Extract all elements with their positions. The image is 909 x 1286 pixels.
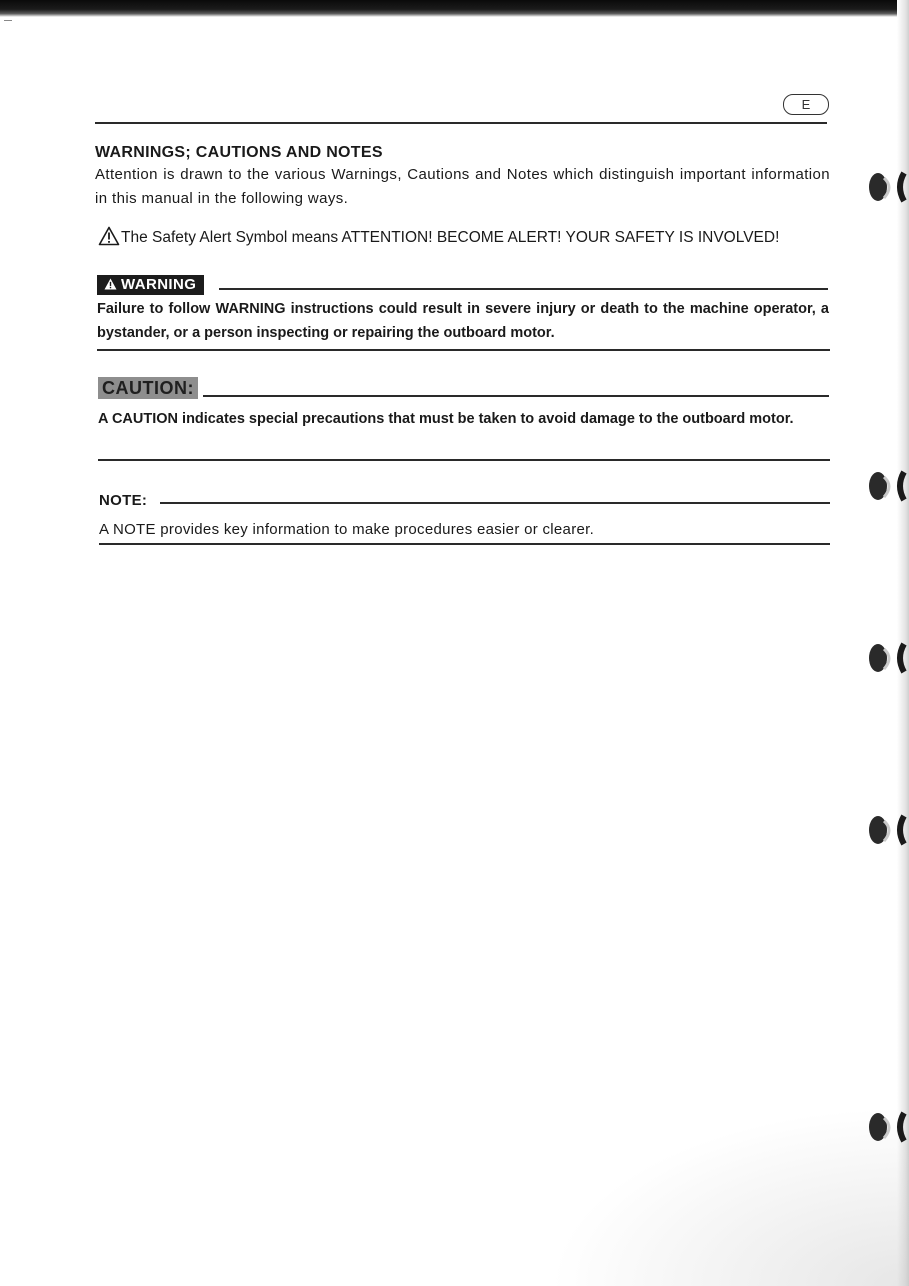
section-heading: WARNINGS; CAUTIONS AND NOTES [95, 144, 383, 161]
warning-label-text: WARNING [121, 276, 197, 293]
binder-hole-icon [864, 170, 909, 204]
language-badge: E [783, 94, 829, 115]
caution-top-rule [203, 395, 829, 397]
note-body: A NOTE provides key information to make procedures easier or clearer. [99, 521, 595, 538]
caution-bottom-rule [98, 459, 830, 461]
note-bottom-rule [99, 543, 830, 545]
caution-body: A CAUTION indicates special precautions that must be taken to avoid damage to the outboard motor. [98, 411, 794, 427]
scan-shadow [549, 1106, 909, 1286]
binder-hole-icon [864, 469, 909, 503]
binder-hole-icon [864, 641, 909, 675]
scan-top-edge [0, 0, 909, 17]
warning-triangle-icon [104, 278, 117, 290]
safety-alert-line [98, 226, 833, 250]
warning-triangle-icon [98, 226, 120, 246]
warning-body: Failure to follow WARNING instructions could result in severe injury or death to the machine operator, a bystander, or a person inspecting or repairing the outboard motor. [97, 301, 829, 341]
warning-top-rule [219, 288, 828, 290]
caution-label: CAUTION: [98, 377, 198, 399]
header-rule [95, 122, 827, 124]
note-top-rule [160, 502, 830, 504]
note-label: NOTE: [99, 492, 148, 509]
intro-paragraph: Attention is drawn to the various Warnings, Cautions and Notes which distinguish important information in this manual in the following ways. [95, 166, 830, 207]
warning-label [97, 275, 204, 295]
binder-hole-icon [864, 813, 909, 847]
binder-hole-icon [864, 1110, 909, 1144]
safety-alert-text: The Safety Alert Symbol means ATTENTION! BECOME ALERT! YOUR SAFETY IS INVOLVED! [121, 229, 780, 246]
warning-bottom-rule [97, 349, 830, 351]
corner-mark [4, 20, 12, 21]
